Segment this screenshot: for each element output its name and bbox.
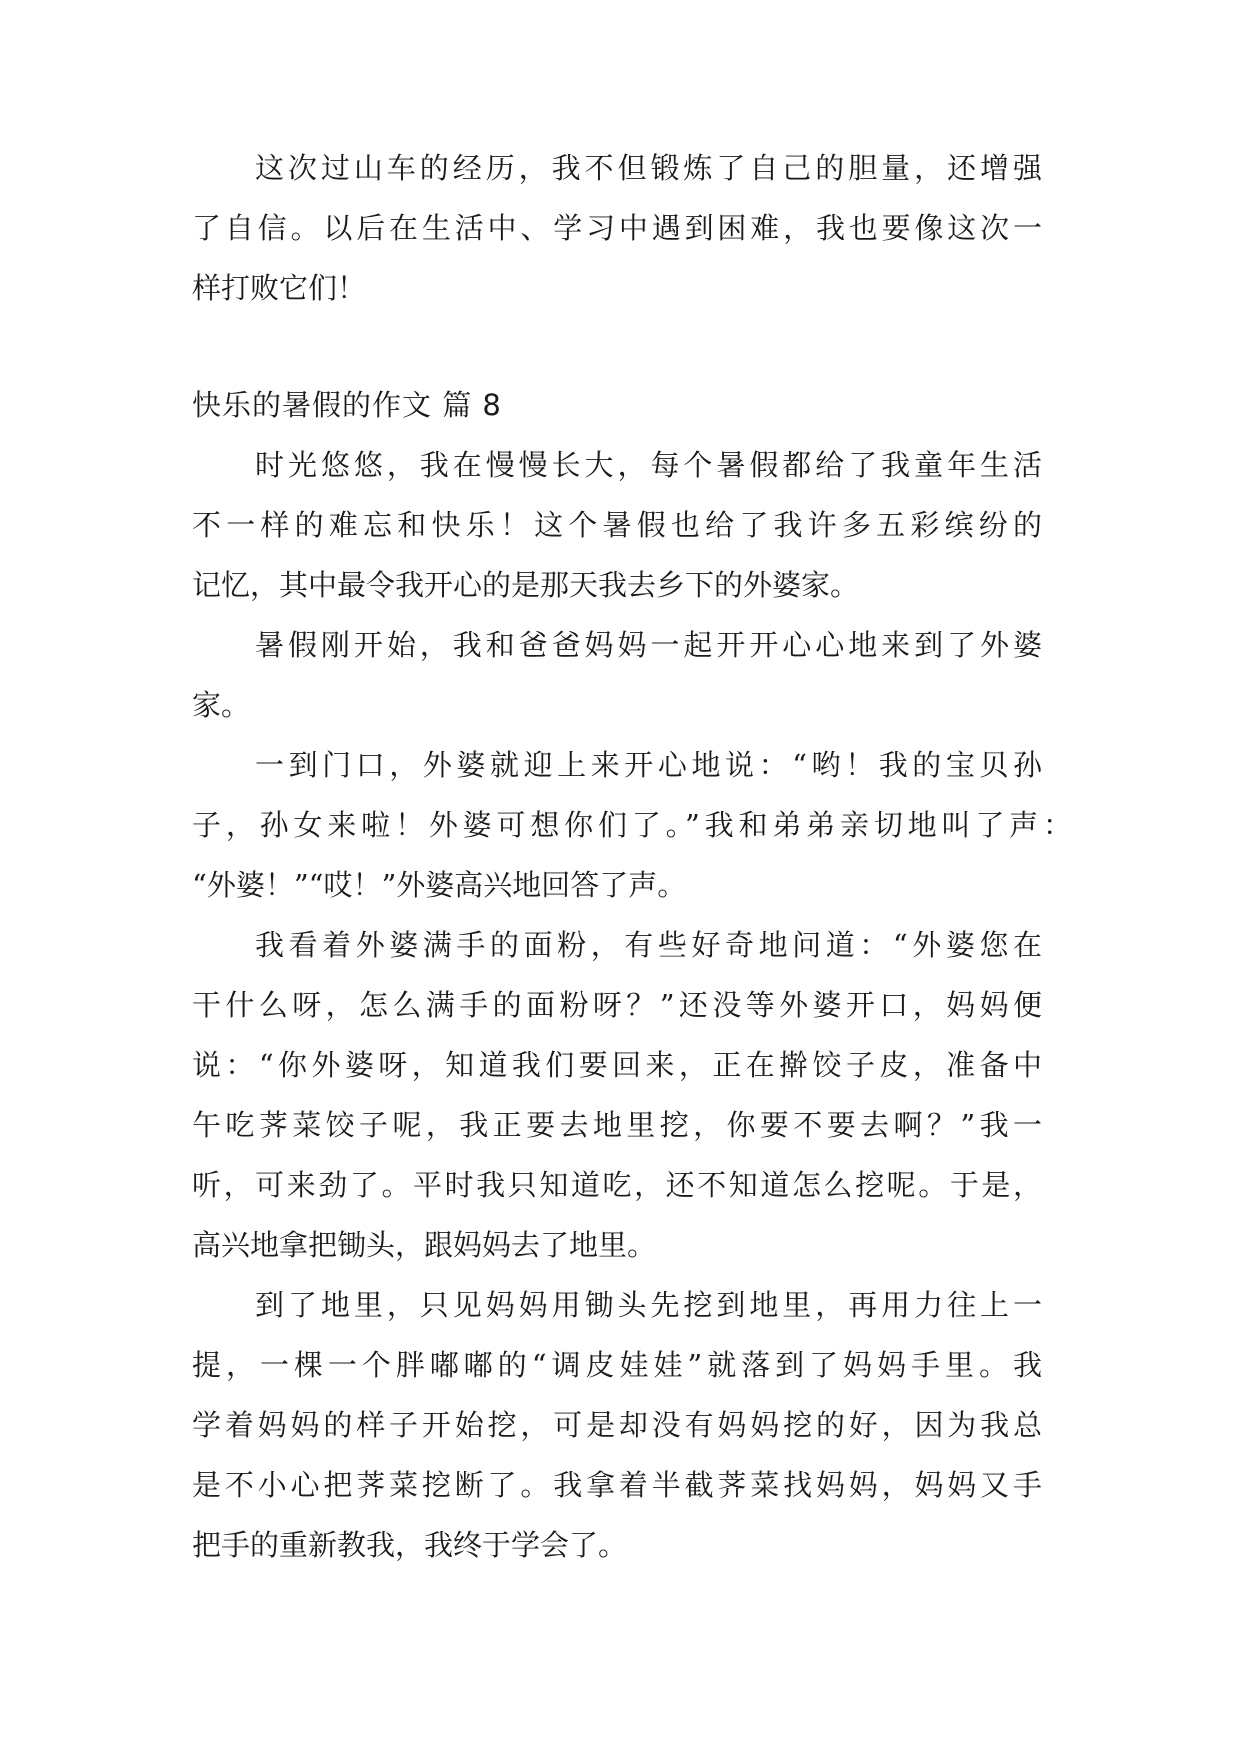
text-line: 高兴地拿把锄头，跟妈妈去了地里。 [192,1228,657,1262]
section-title: 快乐的暑假的作文 篇 8 [192,388,502,422]
text-line: 不一样的难忘和快乐！这个暑假也给了我许多五彩缤纷的 [192,508,1042,542]
text-line: “外婆！”“哎！”外婆高兴地回答了声。 [192,868,687,902]
text-line: 听，可来劲了。平时我只知道吃，还不知道怎么挖呢。于是， [192,1168,1042,1202]
text-line: 是不小心把荠菜挖断了。我拿着半截荠菜找妈妈，妈妈又手 [192,1468,1042,1502]
text-line: 这次过山车的经历，我不但锻炼了自己的胆量，还增强 [255,151,1042,185]
text-line: 子，孙女来啦！外婆可想你们了。”我和弟弟亲切地叫了声： [192,808,1072,842]
text-line: 学着妈妈的样子开始挖，可是却没有妈妈挖的好，因为我总 [192,1408,1042,1442]
text-line: 暑假刚开始，我和爸爸妈妈一起开开心心地来到了外婆 [255,628,1042,662]
text-line: 记忆，其中最令我开心的是那天我去乡下的外婆家。 [192,568,860,602]
text-line: 干什么呀，怎么满手的面粉呀？”还没等外婆开口，妈妈便 [192,988,1042,1022]
text-line: 到了地里，只见妈妈用锄头先挖到地里，再用力往上一 [255,1288,1042,1322]
text-line: 家。 [192,688,251,722]
text-line: 时光悠悠，我在慢慢长大，每个暑假都给了我童年生活 [255,448,1042,482]
text-line: 午吃荠菜饺子呢，我正要去地里挖，你要不要去啊？”我一 [192,1108,1042,1142]
text-line: 我看着外婆满手的面粉，有些好奇地问道：“外婆您在 [255,928,1042,962]
text-line: 了自信。以后在生活中、学习中遇到困难，我也要像这次一 [192,211,1042,245]
text-line: 提，一棵一个胖嘟嘟的“调皮娃娃”就落到了妈妈手里。我 [192,1348,1042,1382]
text-line: 一到门口，外婆就迎上来开心地说：“哟！我的宝贝孙 [255,748,1042,782]
text-line: 把手的重新教我，我终于学会了。 [192,1528,628,1562]
text-line: 样打败它们！ [192,271,367,305]
text-line: 说：“你外婆呀，知道我们要回来，正在擀饺子皮，准备中 [192,1048,1042,1082]
